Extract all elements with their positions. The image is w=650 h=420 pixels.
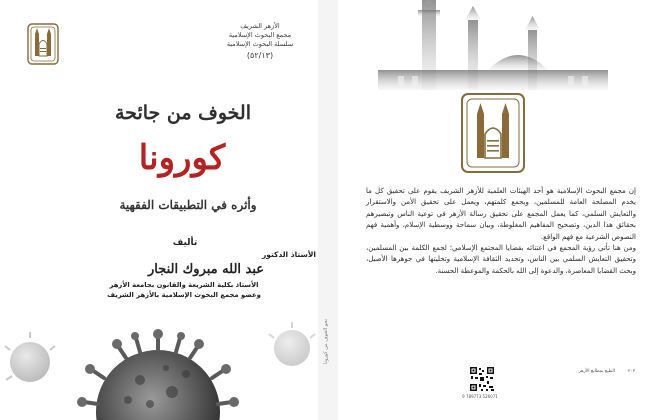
- author-affiliation-line: وعضو مجمع البحوث الإسلامية بالأزهر الشريف: [107, 291, 261, 299]
- back-cover-blurb: [366, 186, 636, 277]
- book-title-line-1: الخوف من جائحة: [115, 102, 251, 124]
- series-line: الأزهر الشريف: [240, 22, 280, 30]
- mosque-minarets-icon: [368, 0, 628, 90]
- author-affiliation: [62, 280, 306, 300]
- book-subtitle: وأثره في التطبيقات الفقهية: [119, 198, 257, 212]
- author-label: تأليف: [172, 238, 198, 248]
- front-cover: [0, 0, 318, 420]
- author-title-prefix: الأستاذ الدكتور: [261, 250, 316, 259]
- author-affiliation-line: الأستاذ بكلية الشريعة والقانون بجامعة الأزهر: [109, 281, 259, 289]
- series-number: (٥٢/١٣): [246, 51, 274, 60]
- blurb-paragraph: إن مجمع البحوث الإسلامية هو أحد الهيئات العلمية للأزهر الشريف يقوم على تحقيق كل ما يخدم المصلحة العامة للمسلمين، ويجمع كلمتهم، ويعمل على تحقيق الأمن والاستقرار والتعايش السلمي، كما يعمل المجمع على تحقيق رسالة الأزهر في توعية الناس وتبصيرهم بحقائق هذا الدين، وتصحيح المفاهيم المغلوطة، وبيان سماحة ووسطية الإسلام، وأهمية فهم النصوص الشرعية مع فهم الواقع.: [366, 187, 636, 241]
- author-name: عبد الله مبروك النجار: [147, 262, 265, 277]
- back-cover: [338, 0, 650, 420]
- publisher-line: الطبع بمطابع الأزهر: [578, 369, 615, 374]
- blurb-paragraph: ومن هنا تأتي رؤية المجمع في اعتنائه بقضايا المجتمع الإسلامي؛ لجمع الكلمة بين المسلمين، وتحقيق التعايش السلمي بين الناس، وتجديد الثقافة الإسلامية وتخليتها في جوهرها الأصيل، وبحث القضايا المعاصرة، والدعوة إلى الله بالحكمة والموعظة الحسنة.: [366, 244, 636, 275]
- coronavirus-illustration-icon: [0, 300, 318, 420]
- barcode-number: 9 789773 526071: [462, 394, 498, 399]
- spine-text: نحو الخوف من كورونا: [323, 319, 329, 365]
- series-title-block: [212, 22, 308, 60]
- azhar-logo-large-icon: [460, 92, 526, 174]
- price-label: ٢٠٢: [628, 369, 636, 374]
- book-title-main: كورونا: [138, 138, 226, 178]
- series-line: مجمع البحوث الإسلامية: [228, 31, 292, 39]
- series-line: سلسلة البحوث الإسلامية: [226, 40, 294, 48]
- qr-code-icon: [469, 366, 495, 392]
- azhar-logo-icon: [26, 22, 60, 66]
